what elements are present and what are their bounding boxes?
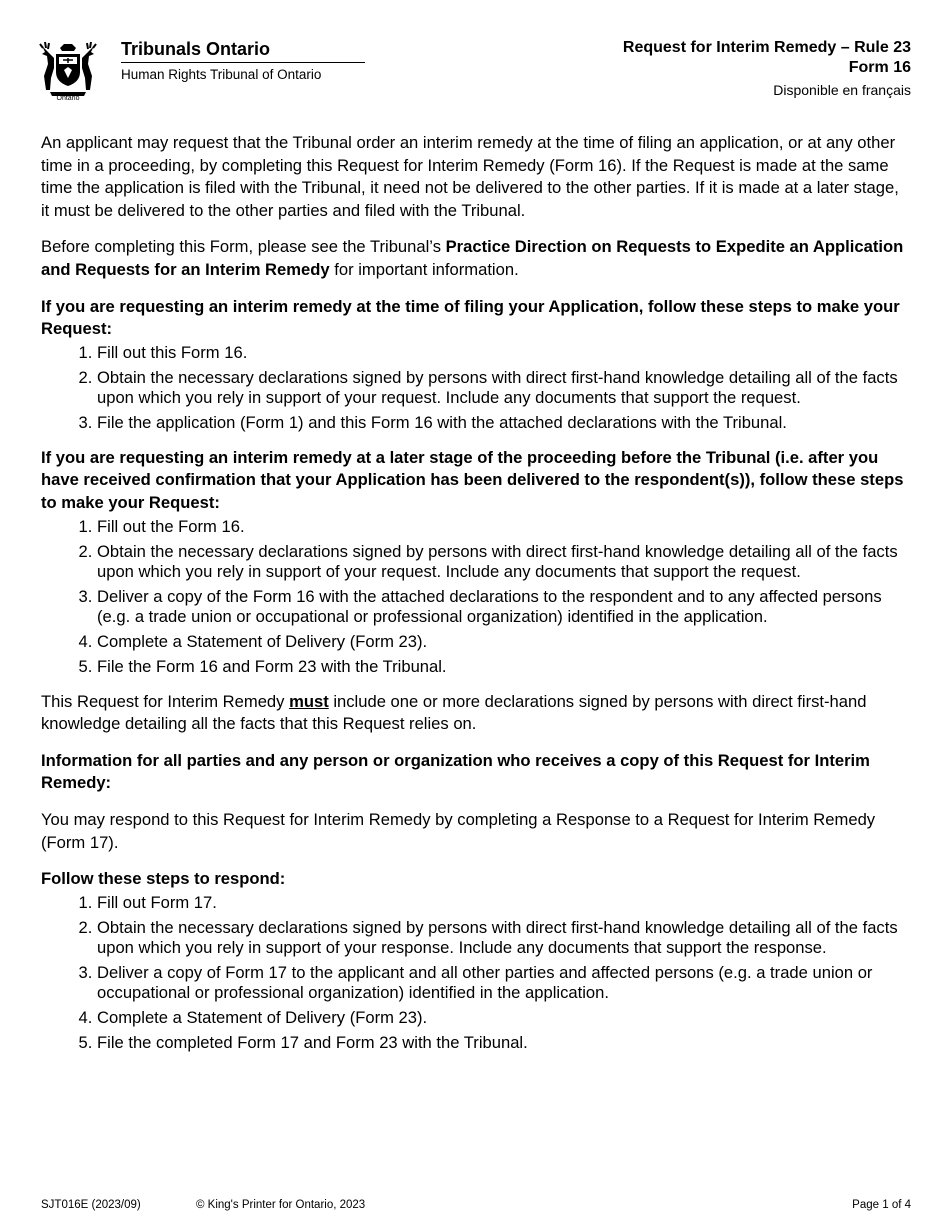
list-item: 2. Obtain the necessary declarations signed by persons with direct first-hand knowledge detailing all of the facts upon which you rely in support of your request. Include any documents that support the request. xyxy=(97,542,911,582)
practice-direction-post: for important information. xyxy=(329,259,519,279)
list-item: 5. File the Form 16 and Form 23 with the Tribunal. xyxy=(97,657,911,677)
form-code: SJT016E (2023/09) xyxy=(41,1199,141,1211)
org-divider xyxy=(121,62,365,63)
list-item: 3. File the application (Form 1) and this Form 16 with the attached declarations with the Tribunal. xyxy=(97,413,911,433)
org-name: Tribunals Ontario xyxy=(121,39,271,59)
practice-direction-title: Practice Direction on Requests to Expedite an Application and Requests for an Interim Remedy xyxy=(41,237,904,279)
page-number: Page 1 of 4 xyxy=(852,1199,911,1211)
org-block xyxy=(121,38,365,82)
must-paragraph xyxy=(41,691,911,736)
french-availability: Disponible en français xyxy=(773,82,911,98)
info-paragraph: You may respond to this Request for Interim Remedy by completing a Response to a Request for Interim Remedy (Form 17). xyxy=(41,809,876,852)
list-item: 5. File the completed Form 17 and Form 23 with the Tribunal. xyxy=(97,1033,911,1053)
copyright: © King's Printer for Ontario, 2023 xyxy=(196,1199,366,1211)
intro-paragraph: An applicant may request that the Tribunal order an interim remedy at the time of filing an application, or at any other time in a proceeding, by completing this Request for Interim Remedy (Form 16). If the Request is made at the same time the application is filed with the Tribunal, it need not be delivered to the other parties. If it is made at a later stage, it must be delivered to the other parties and filed with the Tribunal. xyxy=(41,133,899,220)
form-number: Form 16 xyxy=(848,59,911,76)
list-item: 1. Fill out Form 17. xyxy=(97,893,911,913)
document-body xyxy=(41,132,911,1067)
list-item: 1. Fill out this Form 16. xyxy=(97,343,911,363)
list-item: 1. Fill out the Form 16. xyxy=(97,517,911,537)
must-emphasis: must xyxy=(289,691,329,711)
section2-steps xyxy=(41,517,911,677)
must-pre: This Request for Interim Remedy xyxy=(41,691,290,711)
info-heading: Information for all parties and any person or organization who receives a copy of this Request for Interim Remedy: xyxy=(41,750,870,793)
form-title: Request for Interim Remedy – Rule 23 xyxy=(622,39,911,56)
practice-direction-pre: Before completing this Form, please see the Tribunal’s xyxy=(41,237,446,257)
ontario-crest-logo xyxy=(36,38,100,102)
section1-steps xyxy=(41,343,911,433)
list-item: 2. Obtain the necessary declarations signed by persons with direct first-hand knowledge detailing all of the facts upon which you rely in support of your response. Include any documents that support the response. xyxy=(97,918,911,958)
org-subname: Human Rights Tribunal of Ontario xyxy=(121,67,322,82)
section3-steps xyxy=(41,893,911,1053)
section2-heading: If you are requesting an interim remedy at a later stage of the proceeding before the Tribunal (i.e. after you have received confirmation that your Application has been delivered to the respondent(s)), follow these steps to make your Request: xyxy=(41,447,904,512)
list-item: 4. Complete a Statement of Delivery (Form 23). xyxy=(97,1008,911,1028)
form-title-block xyxy=(623,38,911,101)
crest-caption: Ontario xyxy=(56,95,80,102)
section1-heading: If you are requesting an interim remedy at the time of filing your Application, follow these steps to make your Request: xyxy=(41,296,900,339)
section3-heading: Follow these steps to respond: xyxy=(41,869,286,889)
list-item: 2. Obtain the necessary declarations signed by persons with direct first-hand knowledge detailing all of the facts upon which you rely in support of your request. Include any documents that support the request. xyxy=(97,368,911,408)
practice-direction-paragraph xyxy=(41,236,911,281)
list-item: 3. Deliver a copy of Form 17 to the applicant and all other parties and affected persons (e.g. a trade union or occupational or professional organization) identified in the application. xyxy=(97,963,911,1003)
list-item: 3. Deliver a copy of the Form 16 with the attached declarations to the respondent and to any affected persons (e.g. a trade union or occupational or professional organization) identified in the application. xyxy=(97,587,911,627)
list-item: 4. Complete a Statement of Delivery (Form 23). xyxy=(97,632,911,652)
must-post: include one or more declarations signed by persons with direct first-hand knowledge detailing all the facts that this Request relies on. xyxy=(41,691,867,734)
